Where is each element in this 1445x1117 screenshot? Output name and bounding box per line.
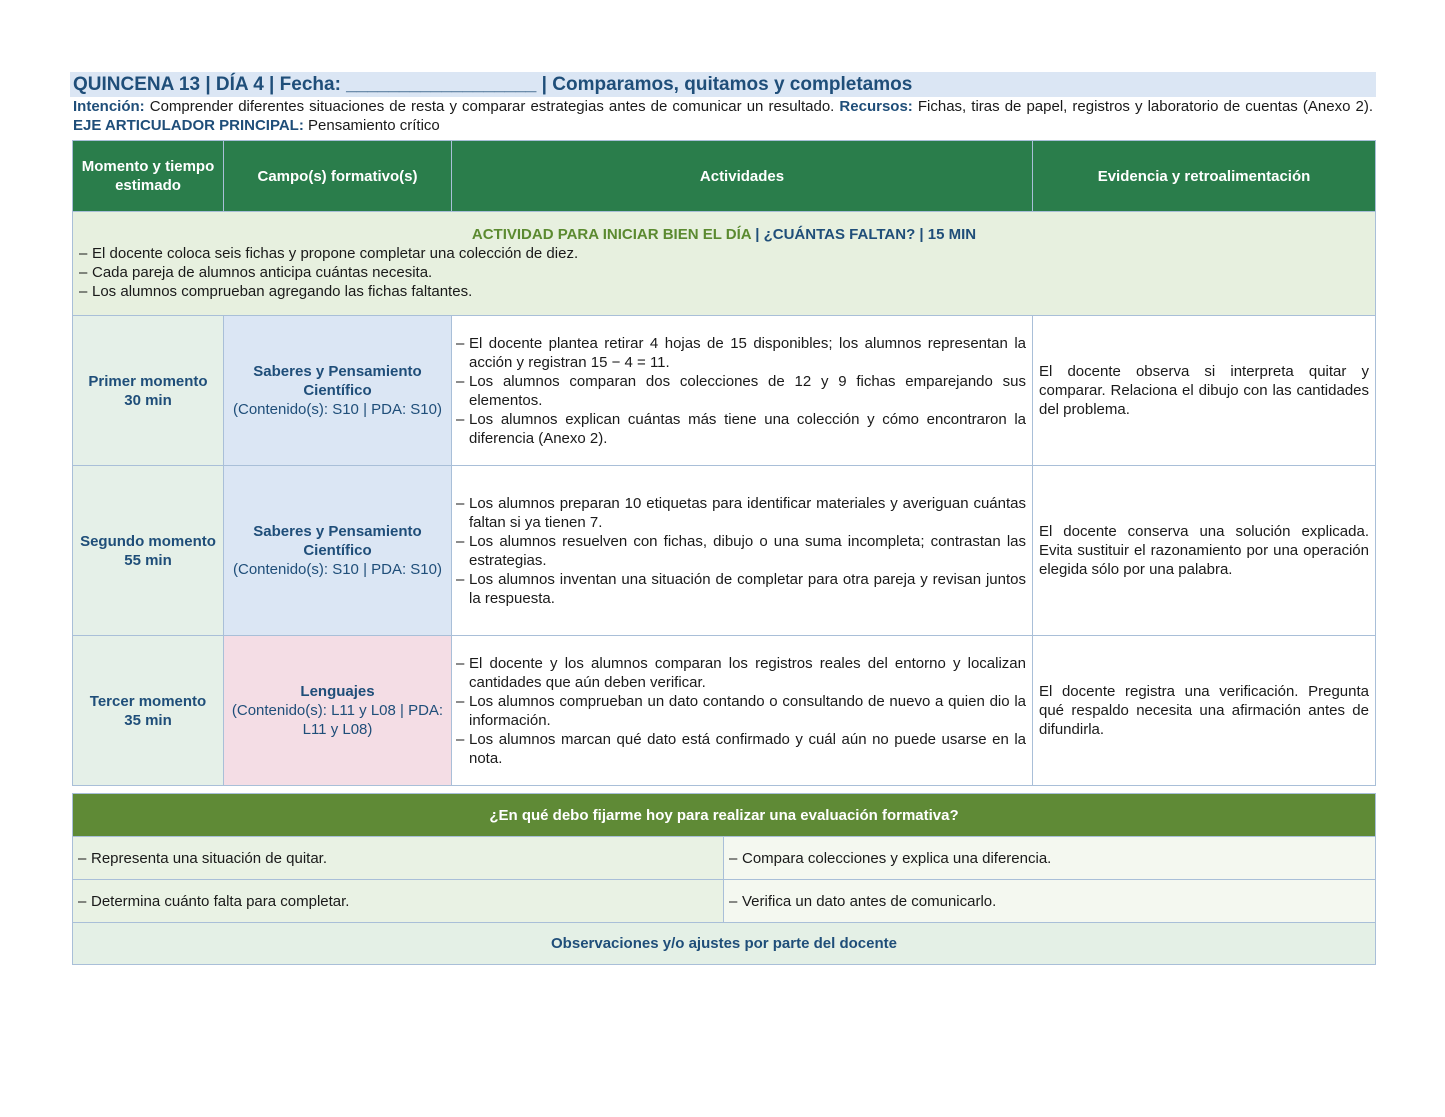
list-item: – Representa una situación de quitar. <box>78 849 718 868</box>
observations-row <box>73 923 1376 965</box>
list-item: – Los alumnos resuelven con fichas, dibujo o una suma incompleta; contrastan las estrategias. <box>456 532 1026 570</box>
recursos-label: Recursos: <box>839 98 913 115</box>
campo-contenido: (Contenido(s): L11 y L08 | PDA: L11 y L08) <box>231 702 444 738</box>
campo-cell <box>224 636 452 786</box>
evaluation-item-cell <box>724 837 1376 880</box>
moment-cell <box>73 466 224 636</box>
evidence-cell: El docente observa si interpreta quitar y comparar. Relaciona el dibujo con las cantidades del problema. <box>1033 316 1376 466</box>
list-item: – Los alumnos comprueban un dato contando o consultando de nuevo a quien dio la información. <box>456 692 1026 730</box>
start-activity-title-blue: | ¿CUÁNTAS FALTAN? | 15 MIN <box>755 226 977 243</box>
campo-name: Saberes y Pensamiento Científico <box>253 523 422 559</box>
list-item: – Los alumnos explican cuántas más tiene una colección y cómo encontraron la diferencia (Anexo 2). <box>456 410 1026 448</box>
list-item: – Los alumnos preparan 10 etiquetas para identificar materiales y averiguan cuántas faltan si ya tienen 7. <box>456 494 1026 532</box>
column-header-campo: Campo(s) formativo(s) <box>224 141 452 212</box>
eje-text: Pensamiento crítico <box>308 117 440 134</box>
evaluation-row <box>73 837 1376 880</box>
evaluation-row <box>73 880 1376 923</box>
campo-name: Lenguajes <box>300 683 375 700</box>
recursos-text: Fichas, tiras de papel, registros y laboratorio de cuentas (Anexo 2). <box>917 98 1373 115</box>
list-item: – Los alumnos comparan dos colecciones de 12 y 9 fichas emparejando sus elementos. <box>456 372 1026 410</box>
start-activity-list <box>79 244 1369 301</box>
evaluation-item-cell <box>73 837 724 880</box>
campo-cell <box>224 466 452 636</box>
page-title: QUINCENA 13 | DÍA 4 | Fecha: __________________ | Comparamos, quitamos y completamos <box>70 72 1376 97</box>
moment-cell <box>73 636 224 786</box>
list-item: – Compara colecciones y explica una diferencia. <box>729 849 1370 868</box>
table-row <box>73 316 1376 466</box>
intro-paragraph <box>70 97 1376 135</box>
moment-name: Primer momento <box>88 372 208 390</box>
list-item: – Los alumnos inventan una situación de completar para otra pareja y revisan juntos la respuesta. <box>456 570 1026 608</box>
start-activity-row <box>73 212 1376 316</box>
moment-cell <box>73 316 224 466</box>
activities-cell <box>452 316 1033 466</box>
intencion-text: Comprender diferentes situaciones de resta y comparar estrategias antes de comunicar un resultado. <box>149 98 835 115</box>
column-header-evidence: Evidencia y retroalimentación <box>1033 141 1376 212</box>
activities-cell <box>452 636 1033 786</box>
list-item: – Cada pareja de alumnos anticipa cuántas necesita. <box>79 263 1369 282</box>
activities-cell <box>452 466 1033 636</box>
evidence-cell: El docente registra una verificación. Pregunta qué respaldo necesita una afirmación antes de difundirla. <box>1033 636 1376 786</box>
start-activity-cell <box>73 212 1376 316</box>
activities-list <box>456 334 1026 448</box>
campo-contenido: (Contenido(s): S10 | PDA: S10) <box>233 561 442 578</box>
column-header-moment: Momento y tiempo estimado <box>73 141 224 212</box>
lesson-plan-page <box>70 72 1376 965</box>
evidence-cell: El docente conserva una solución explicada. Evita sustituir el razonamiento por una operación elegida sólo por una palabra. <box>1033 466 1376 636</box>
evaluation-table <box>72 793 1376 965</box>
evaluation-title: ¿En qué debo fijarme hoy para realizar una evaluación formativa? <box>73 794 1376 837</box>
campo-cell <box>224 316 452 466</box>
list-item: – El docente coloca seis fichas y propone completar una colección de diez. <box>79 244 1369 263</box>
table-row <box>73 636 1376 786</box>
moment-name: Segundo momento <box>80 532 216 550</box>
list-item: – Verifica un dato antes de comunicarlo. <box>729 892 1370 911</box>
moment-time: 30 min <box>124 391 172 409</box>
intencion-label: Intención: <box>73 98 145 115</box>
start-activity-title-green: ACTIVIDAD PARA INICIAR BIEN EL DÍA <box>471 226 752 243</box>
evaluation-item-cell <box>73 880 724 923</box>
list-item: – Los alumnos comprueban agregando las fichas faltantes. <box>79 282 1369 301</box>
evaluation-header-row <box>73 794 1376 837</box>
campo-name: Saberes y Pensamiento Científico <box>253 363 422 399</box>
list-item: – Los alumnos marcan qué dato está confirmado y cuál aún no puede usarse en la nota. <box>456 730 1026 768</box>
eje-label: EJE ARTICULADOR PRINCIPAL: <box>73 117 304 134</box>
list-item: – El docente plantea retirar 4 hojas de 15 disponibles; los alumnos representan la acción y registran 15 − 4 = 11. <box>456 334 1026 372</box>
column-header-activities: Actividades <box>452 141 1033 212</box>
moment-name: Tercer momento <box>89 692 207 710</box>
activities-list <box>456 654 1026 768</box>
moment-time: 35 min <box>124 711 172 729</box>
table-row <box>73 466 1376 636</box>
campo-contenido: (Contenido(s): S10 | PDA: S10) <box>233 401 442 418</box>
activities-list <box>456 494 1026 608</box>
moment-time: 55 min <box>124 551 172 569</box>
list-item: – Determina cuánto falta para completar. <box>78 892 718 911</box>
start-activity-title <box>79 225 1369 244</box>
list-item: – El docente y los alumnos comparan los registros reales del entorno y localizan cantidades que aún deben verificar. <box>456 654 1026 692</box>
evaluation-item-cell <box>724 880 1376 923</box>
observations-label: Observaciones y/o ajustes por parte del docente <box>73 923 1376 965</box>
table-header-row <box>73 141 1376 212</box>
activities-table <box>72 140 1376 786</box>
